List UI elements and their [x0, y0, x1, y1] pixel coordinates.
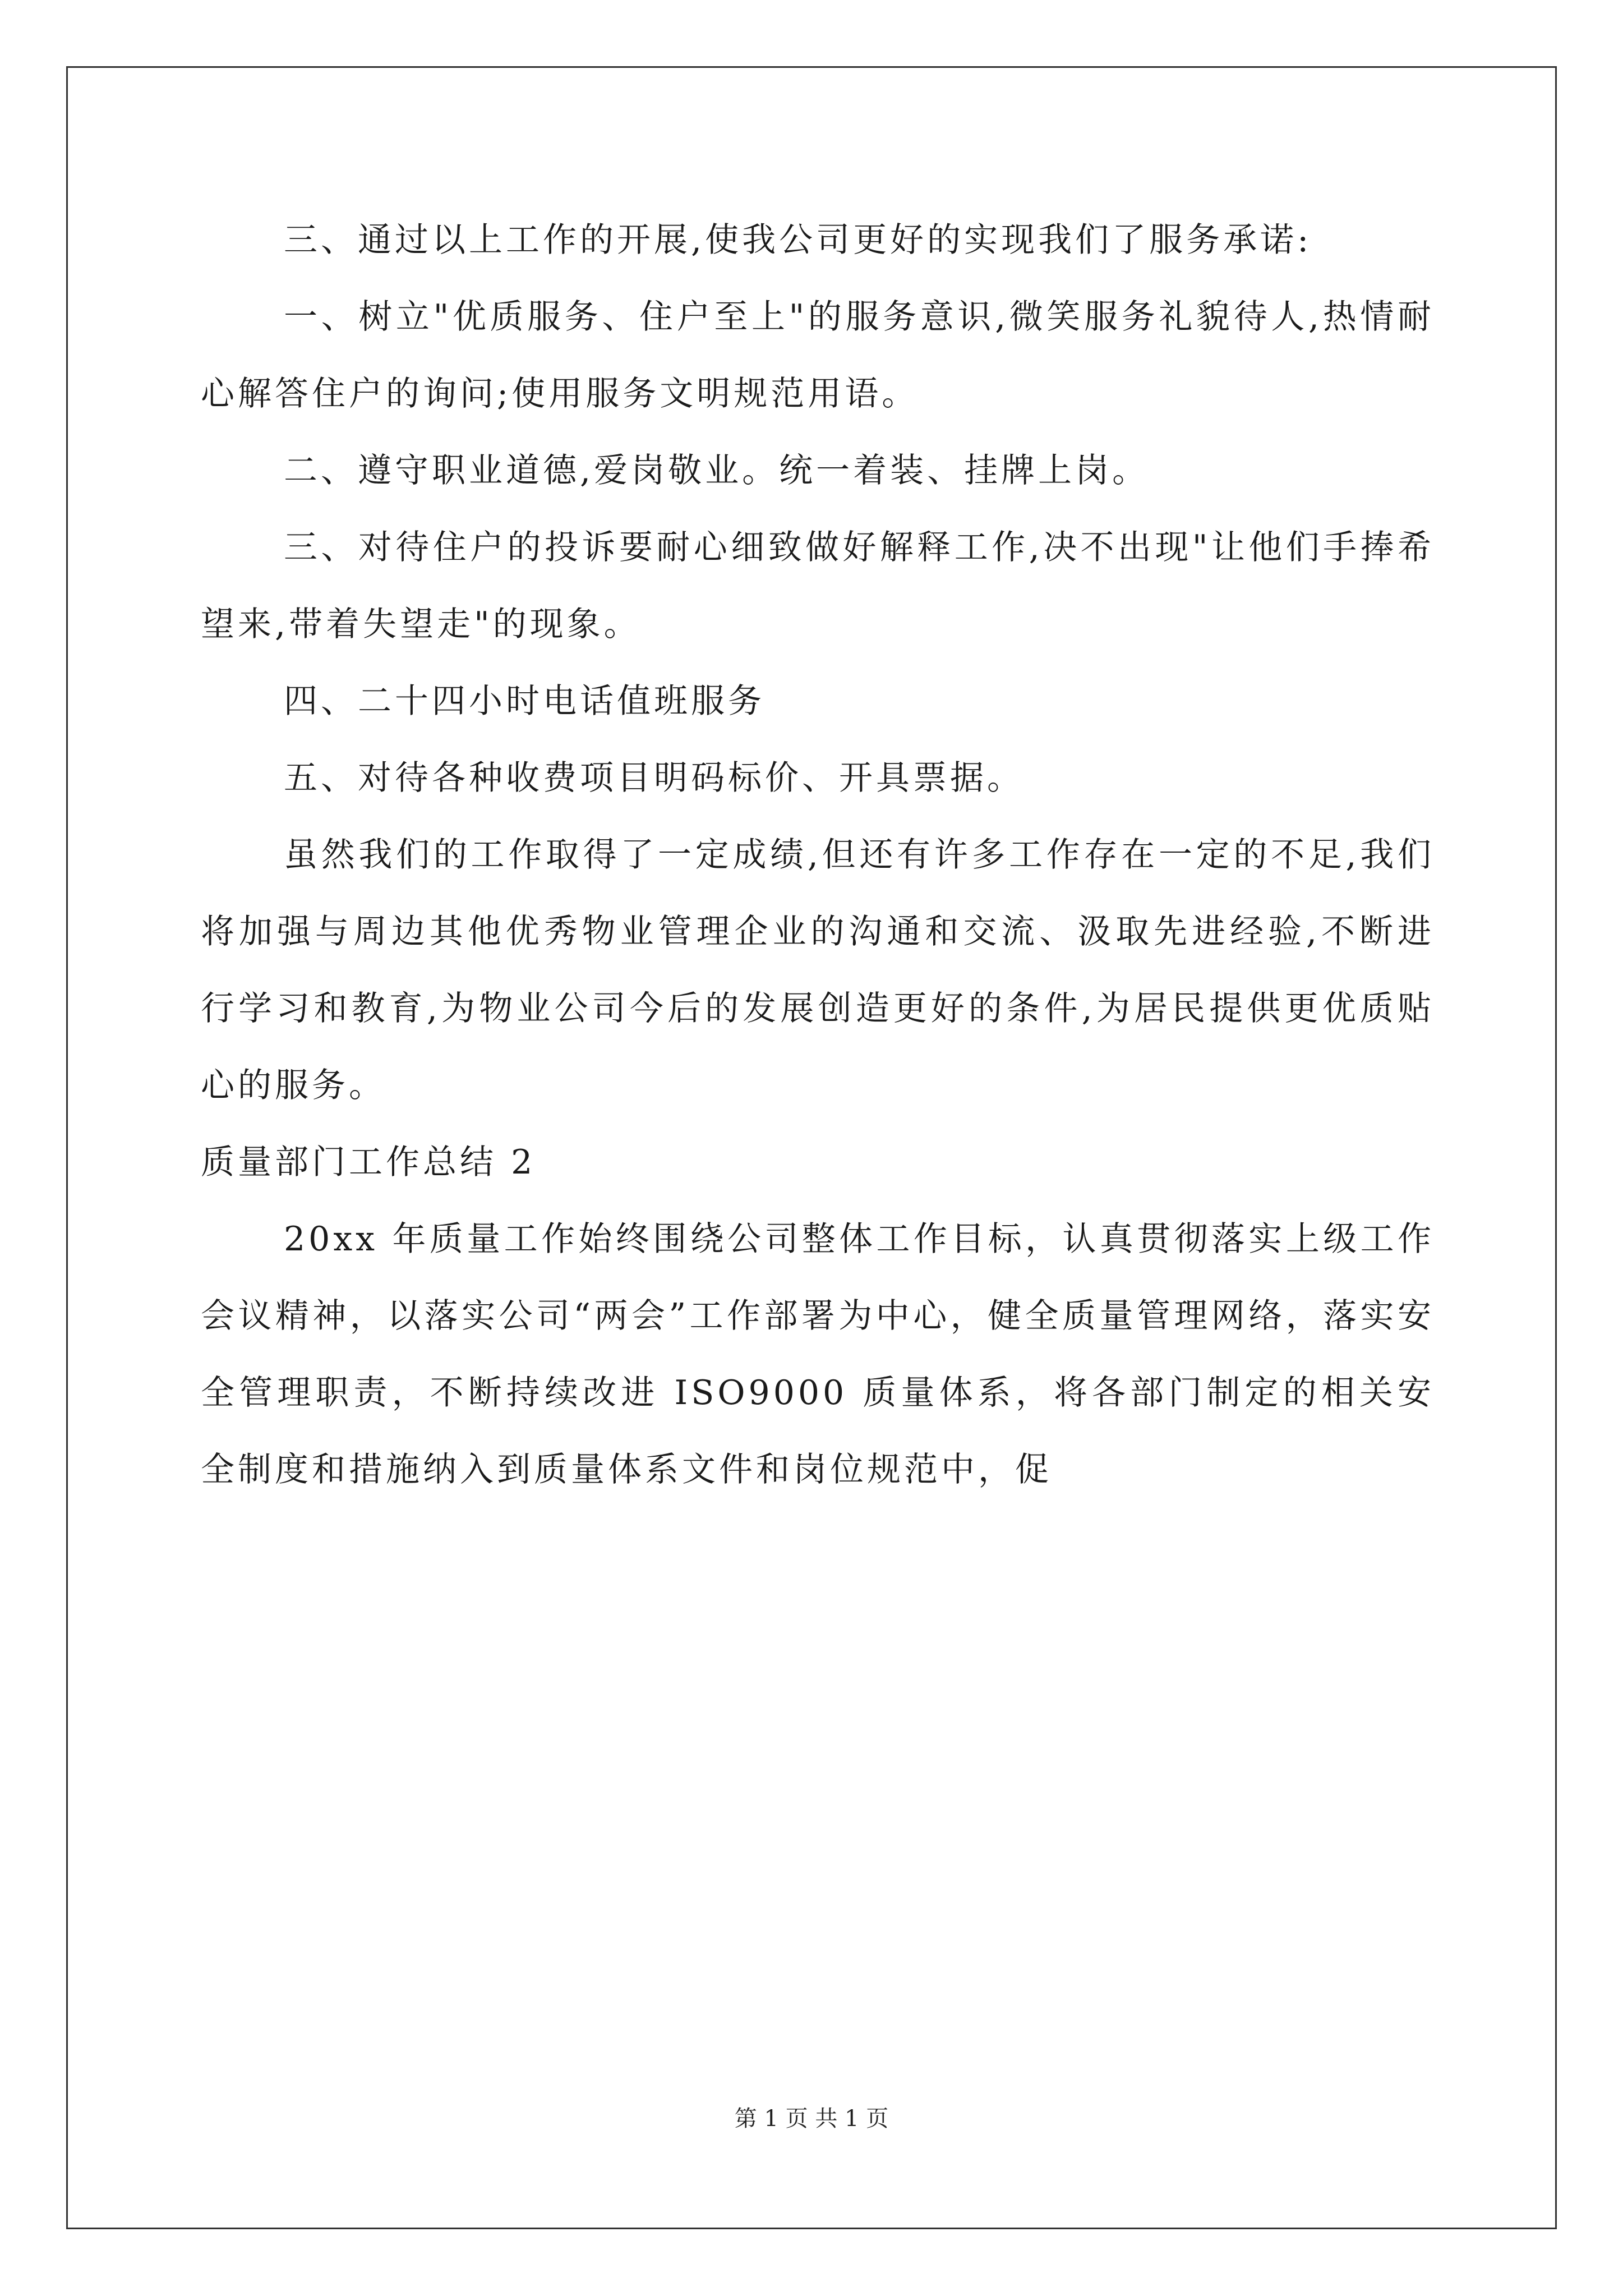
paragraph-commitment-4: 四、二十四小时电话值班服务 — [284, 682, 765, 721]
paragraph-quality-summary: 20xx 年质量工作始终围绕公司整体工作目标，认真贯彻落实上级工作会议精神，以落实公司“两会”工作部署为中心，健全质量管理网络，落实安全管理职责，不断持续改进 ISO9000 质量体系，将各部门制定的相关安全制度和措施纳入到质量体系文件和岗位规范中，促 — [201, 1220, 1435, 1489]
paragraph-commitment-1: 一、树立"优质服务、住户至上"的服务意识,微笑服务礼貌待人,热情耐心解答住户的询问;使用服务文明规范用语。 — [201, 297, 1435, 413]
document-body — [201, 202, 1435, 1508]
paragraph-commitment-2: 二、遵守职业道德,爱岗敬业。统一着装、挂牌上岗。 — [284, 451, 1150, 490]
paragraph-service-commitment-intro: 三、通过以上工作的开展,使我公司更好的实现我们了服务承诺: — [284, 220, 1312, 260]
paragraph-commitment-3: 三、对待住户的投诉要耐心细致做好解释工作,决不出现"让他们手捧希望来,带着失望走"的现象。 — [201, 528, 1435, 644]
paragraph-conclusion: 虽然我们的工作取得了一定成绩,但还有许多工作存在一定的不足,我们将加强与周边其他优秀物业管理企业的沟通和交流、汲取先进经验,不断进行学习和教育,为物业公司今后的发展创造更好的条件,为居民提供更优质贴心的服务。 — [201, 835, 1435, 1105]
paragraph-commitment-5: 五、对待各种收费项目明码标价、开具票据。 — [284, 758, 1024, 798]
section-heading: 质量部门工作总结 2 — [201, 1143, 536, 1182]
page-footer: 第 1 页 共 1 页 — [734, 2106, 889, 2132]
